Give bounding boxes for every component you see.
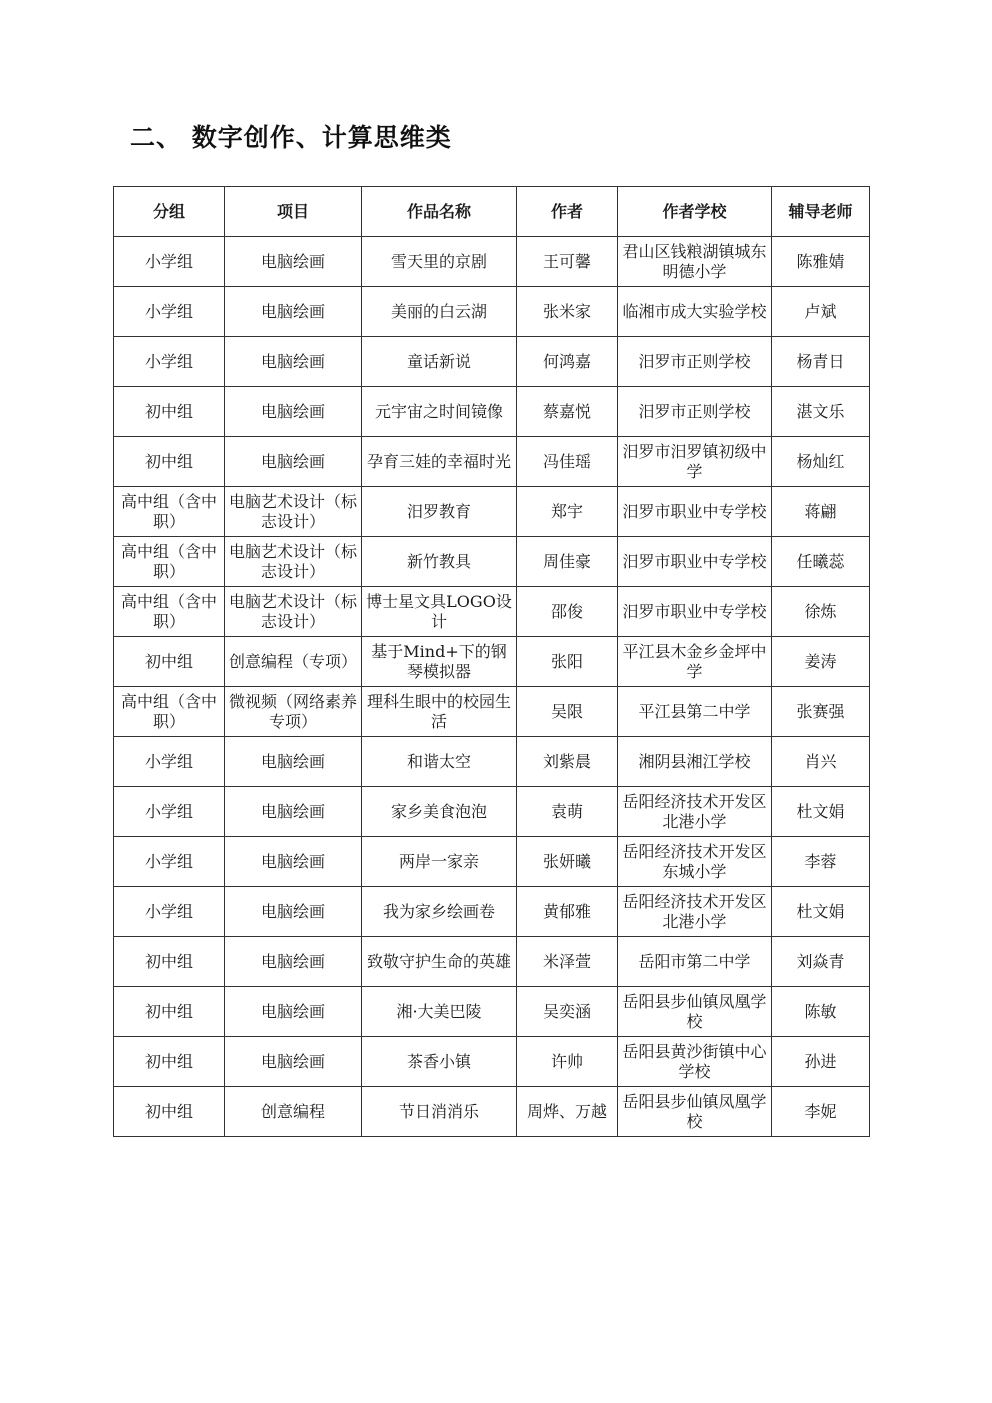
cell-author: 袁萌 [517, 787, 618, 837]
cell-advisor: 杜文娟 [772, 787, 870, 837]
cell-school: 君山区钱粮湖镇城东明德小学 [618, 237, 772, 287]
table-row [114, 637, 870, 687]
cell-work-title: 汨罗教育 [362, 487, 517, 537]
cell-category: 电脑绘画 [225, 1037, 362, 1087]
cell-work-title: 茶香小镇 [362, 1037, 517, 1087]
cell-author: 蔡嘉悦 [517, 387, 618, 437]
cell-advisor: 杨青日 [772, 337, 870, 387]
cell-group: 小学组 [114, 287, 225, 337]
cell-category: 电脑艺术设计（标志设计） [225, 487, 362, 537]
awards-table [113, 186, 870, 1137]
cell-author: 郑宇 [517, 487, 618, 537]
table-row [114, 887, 870, 937]
cell-advisor: 陈雅婧 [772, 237, 870, 287]
cell-school: 岳阳经济技术开发区东城小学 [618, 837, 772, 887]
header-work-title: 作品名称 [362, 187, 517, 237]
cell-author: 黄郁雅 [517, 887, 618, 937]
cell-school: 平江县木金乡金坪中学 [618, 637, 772, 687]
cell-author: 邵俊 [517, 587, 618, 637]
cell-author: 周烨、万越 [517, 1087, 618, 1137]
cell-advisor: 杜文娟 [772, 887, 870, 937]
cell-work-title: 新竹教具 [362, 537, 517, 587]
cell-school: 汨罗市正则学校 [618, 337, 772, 387]
cell-category: 电脑绘画 [225, 837, 362, 887]
header-author: 作者 [517, 187, 618, 237]
table-row [114, 1037, 870, 1087]
table-row [114, 437, 870, 487]
cell-work-title: 孕育三娃的幸福时光 [362, 437, 517, 487]
table-row [114, 387, 870, 437]
table-body [114, 237, 870, 1137]
cell-school: 临湘市成大实验学校 [618, 287, 772, 337]
table-row [114, 1087, 870, 1137]
cell-group: 初中组 [114, 437, 225, 487]
header-school: 作者学校 [618, 187, 772, 237]
table-row [114, 987, 870, 1037]
header-group: 分组 [114, 187, 225, 237]
cell-group: 小学组 [114, 737, 225, 787]
cell-advisor: 任曦蕊 [772, 537, 870, 587]
cell-advisor: 李妮 [772, 1087, 870, 1137]
cell-school: 岳阳经济技术开发区北港小学 [618, 787, 772, 837]
cell-group: 初中组 [114, 1037, 225, 1087]
cell-group: 初中组 [114, 937, 225, 987]
cell-school: 岳阳县步仙镇凤凰学校 [618, 987, 772, 1037]
cell-school: 汨罗市正则学校 [618, 387, 772, 437]
cell-category: 电脑绘画 [225, 787, 362, 837]
table-row [114, 287, 870, 337]
cell-author: 张阳 [517, 637, 618, 687]
cell-category: 电脑绘画 [225, 987, 362, 1037]
table-row [114, 687, 870, 737]
cell-author: 米泽萱 [517, 937, 618, 987]
cell-category: 电脑绘画 [225, 287, 362, 337]
cell-school: 湘阴县湘江学校 [618, 737, 772, 787]
cell-advisor: 杨灿红 [772, 437, 870, 487]
cell-advisor: 李蓉 [772, 837, 870, 887]
cell-group: 小学组 [114, 337, 225, 387]
table-row [114, 787, 870, 837]
cell-author: 吴限 [517, 687, 618, 737]
cell-category: 电脑绘画 [225, 937, 362, 987]
table-row [114, 537, 870, 587]
cell-work-title: 我为家乡绘画卷 [362, 887, 517, 937]
cell-school: 岳阳市第二中学 [618, 937, 772, 987]
header-category: 项目 [225, 187, 362, 237]
cell-advisor: 湛文乐 [772, 387, 870, 437]
cell-author: 张米家 [517, 287, 618, 337]
cell-school: 汨罗市职业中专学校 [618, 487, 772, 537]
table-row [114, 237, 870, 287]
cell-group: 初中组 [114, 387, 225, 437]
cell-work-title: 家乡美食泡泡 [362, 787, 517, 837]
cell-work-title: 元宇宙之时间镜像 [362, 387, 517, 437]
cell-work-title: 和谐太空 [362, 737, 517, 787]
table-row [114, 837, 870, 887]
cell-work-title: 理科生眼中的校园生活 [362, 687, 517, 737]
cell-category: 微视频（网络素养专项） [225, 687, 362, 737]
cell-group: 小学组 [114, 887, 225, 937]
cell-group: 高中组（含中职） [114, 687, 225, 737]
cell-work-title: 童话新说 [362, 337, 517, 387]
cell-author: 张妍曦 [517, 837, 618, 887]
cell-author: 何鸿嘉 [517, 337, 618, 387]
cell-category: 电脑绘画 [225, 387, 362, 437]
cell-school: 岳阳经济技术开发区北港小学 [618, 887, 772, 937]
cell-advisor: 孙进 [772, 1037, 870, 1087]
cell-group: 小学组 [114, 787, 225, 837]
cell-category: 电脑艺术设计（标志设计） [225, 537, 362, 587]
cell-category: 创意编程（专项） [225, 637, 362, 687]
cell-advisor: 卢斌 [772, 287, 870, 337]
cell-advisor: 姜涛 [772, 637, 870, 687]
cell-group: 初中组 [114, 987, 225, 1037]
cell-work-title: 湘·大美巴陵 [362, 987, 517, 1037]
cell-advisor: 蒋翩 [772, 487, 870, 537]
cell-author: 冯佳瑶 [517, 437, 618, 487]
cell-author: 周佳豪 [517, 537, 618, 587]
cell-school: 汨罗市职业中专学校 [618, 537, 772, 587]
table-row [114, 337, 870, 387]
section-title: 二、 数字创作、计算思维类 [130, 123, 452, 152]
table-row [114, 587, 870, 637]
header-advisor: 辅导老师 [772, 187, 870, 237]
cell-advisor: 刘焱青 [772, 937, 870, 987]
cell-author: 刘紫晨 [517, 737, 618, 787]
cell-work-title: 节日消消乐 [362, 1087, 517, 1137]
table-row [114, 937, 870, 987]
cell-author: 许帅 [517, 1037, 618, 1087]
cell-author: 吴奕涵 [517, 987, 618, 1037]
cell-work-title: 基于Mind+下的钢琴模拟器 [362, 637, 517, 687]
cell-advisor: 肖兴 [772, 737, 870, 787]
cell-work-title: 博士星文具LOGO设计 [362, 587, 517, 637]
cell-group: 小学组 [114, 237, 225, 287]
cell-category: 电脑艺术设计（标志设计） [225, 587, 362, 637]
cell-group: 高中组（含中职） [114, 587, 225, 637]
cell-group: 小学组 [114, 837, 225, 887]
table-row [114, 487, 870, 537]
cell-category: 电脑绘画 [225, 437, 362, 487]
cell-school: 汨罗市汨罗镇初级中学 [618, 437, 772, 487]
cell-category: 电脑绘画 [225, 737, 362, 787]
cell-advisor: 陈敏 [772, 987, 870, 1037]
cell-work-title: 美丽的白云湖 [362, 287, 517, 337]
cell-school: 平江县第二中学 [618, 687, 772, 737]
cell-work-title: 两岸一家亲 [362, 837, 517, 887]
cell-group: 高中组（含中职） [114, 537, 225, 587]
cell-category: 电脑绘画 [225, 337, 362, 387]
cell-category: 电脑绘画 [225, 237, 362, 287]
cell-school: 汨罗市职业中专学校 [618, 587, 772, 637]
table-row [114, 737, 870, 787]
cell-work-title: 雪天里的京剧 [362, 237, 517, 287]
cell-group: 高中组（含中职） [114, 487, 225, 537]
cell-work-title: 致敬守护生命的英雄 [362, 937, 517, 987]
cell-group: 初中组 [114, 1087, 225, 1137]
cell-advisor: 徐炼 [772, 587, 870, 637]
cell-category: 创意编程 [225, 1087, 362, 1137]
table-header-row [114, 187, 870, 237]
cell-school: 岳阳县步仙镇凤凰学校 [618, 1087, 772, 1137]
cell-advisor: 张赛强 [772, 687, 870, 737]
cell-author: 王可馨 [517, 237, 618, 287]
cell-school: 岳阳县黄沙街镇中心学校 [618, 1037, 772, 1087]
cell-group: 初中组 [114, 637, 225, 687]
cell-category: 电脑绘画 [225, 887, 362, 937]
